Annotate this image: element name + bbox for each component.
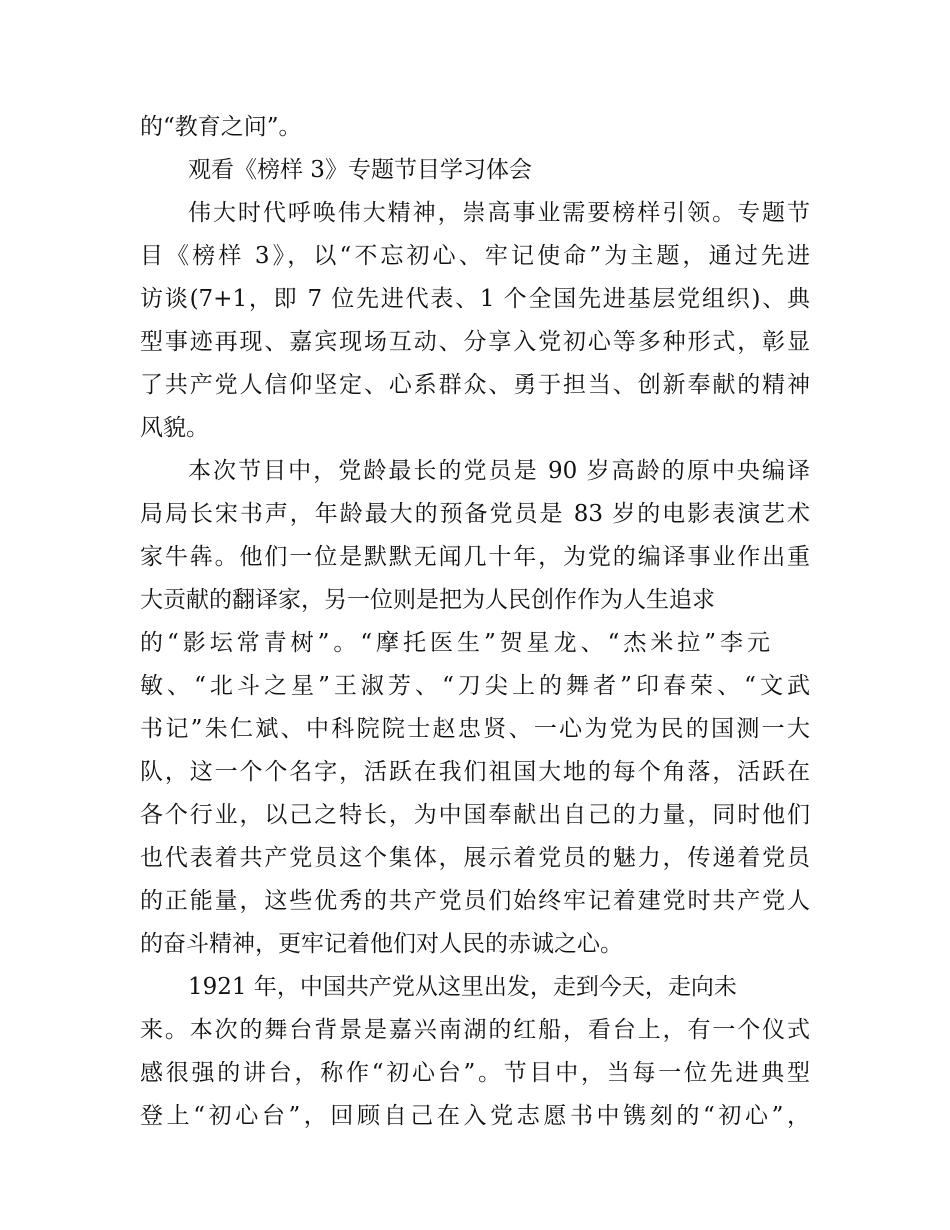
text-line: 的奋斗精神，更牢记着他们对人民的赤诚之心。 (140, 931, 623, 957)
text-line: 目《榜样 3》，以“不忘初心、牢记使命”为主题，通过先进 (140, 243, 810, 269)
text-line: 登上“初心台”，回顾自己在入党志愿书中镌刻的“初心”， (140, 1103, 810, 1129)
text-line: 型事迹再现、嘉宾现场互动、分享入党初心等多种形式，彰显 (140, 329, 810, 355)
text-line: 队，这一个个名字，活跃在我们祖国大地的每个角落，活跃在 (140, 759, 810, 785)
text-line: 本次节目中，党龄最长的党员是 90 岁高龄的原中央编译 (188, 458, 810, 484)
text-line: 家牛犇。他们一位是默默无闻几十年，为党的编译事业作出重 (140, 544, 810, 570)
text-line: 感很强的讲台，称作“初心台”。节目中，当每一位先进典型 (140, 1060, 810, 1086)
text-line: 1921 年，中国共产党从这里出发，走到今天，走向未 (188, 974, 737, 1000)
text-line: 敏、“北斗之星”王淑芳、“刀尖上的舞者”印春荣、“文武 (140, 673, 810, 699)
text-line: 风貌。 (140, 415, 209, 441)
text-line: 来。本次的舞台背景是嘉兴南湖的红船，看台上，有一个仪式 (140, 1017, 810, 1043)
article-title: 观看《榜样 3》专题节目学习体会 (188, 157, 532, 183)
text-line: 书记”朱仁斌、中科院院士赵忠贤、一心为党为民的国测一大 (140, 716, 810, 742)
text-line: 各个行业，以己之特长，为中国奉献出自己的力量，同时他们 (140, 802, 810, 828)
text-line: 了共产党人信仰坚定、心系群众、勇于担当、创新奉献的精神 (140, 372, 810, 398)
text-line: 的正能量，这些优秀的共产党员们始终牢记着建党时共产党人 (140, 888, 810, 914)
text-line: 的“影坛常青树”。“摩托医生”贺星龙、“杰米拉”李元 (140, 630, 770, 656)
text-line: 的“教育之问”。 (140, 114, 302, 140)
text-line: 大贡献的翻译家，另一位则是把为人民创作作为人生追求 (140, 587, 715, 613)
text-line: 伟大时代呼唤伟大精神，崇高事业需要榜样引领。专题节 (188, 200, 810, 226)
text-line: 局局长宋书声，年龄最大的预备党员是 83 岁的电影表演艺术 (140, 501, 810, 527)
text-line: 访谈(7+1，即 7 位先进代表、1 个全国先进基层党组织)、典 (140, 286, 810, 312)
text-line: 也代表着共产党员这个集体，展示着党员的魅力，传递着党员 (140, 845, 810, 871)
